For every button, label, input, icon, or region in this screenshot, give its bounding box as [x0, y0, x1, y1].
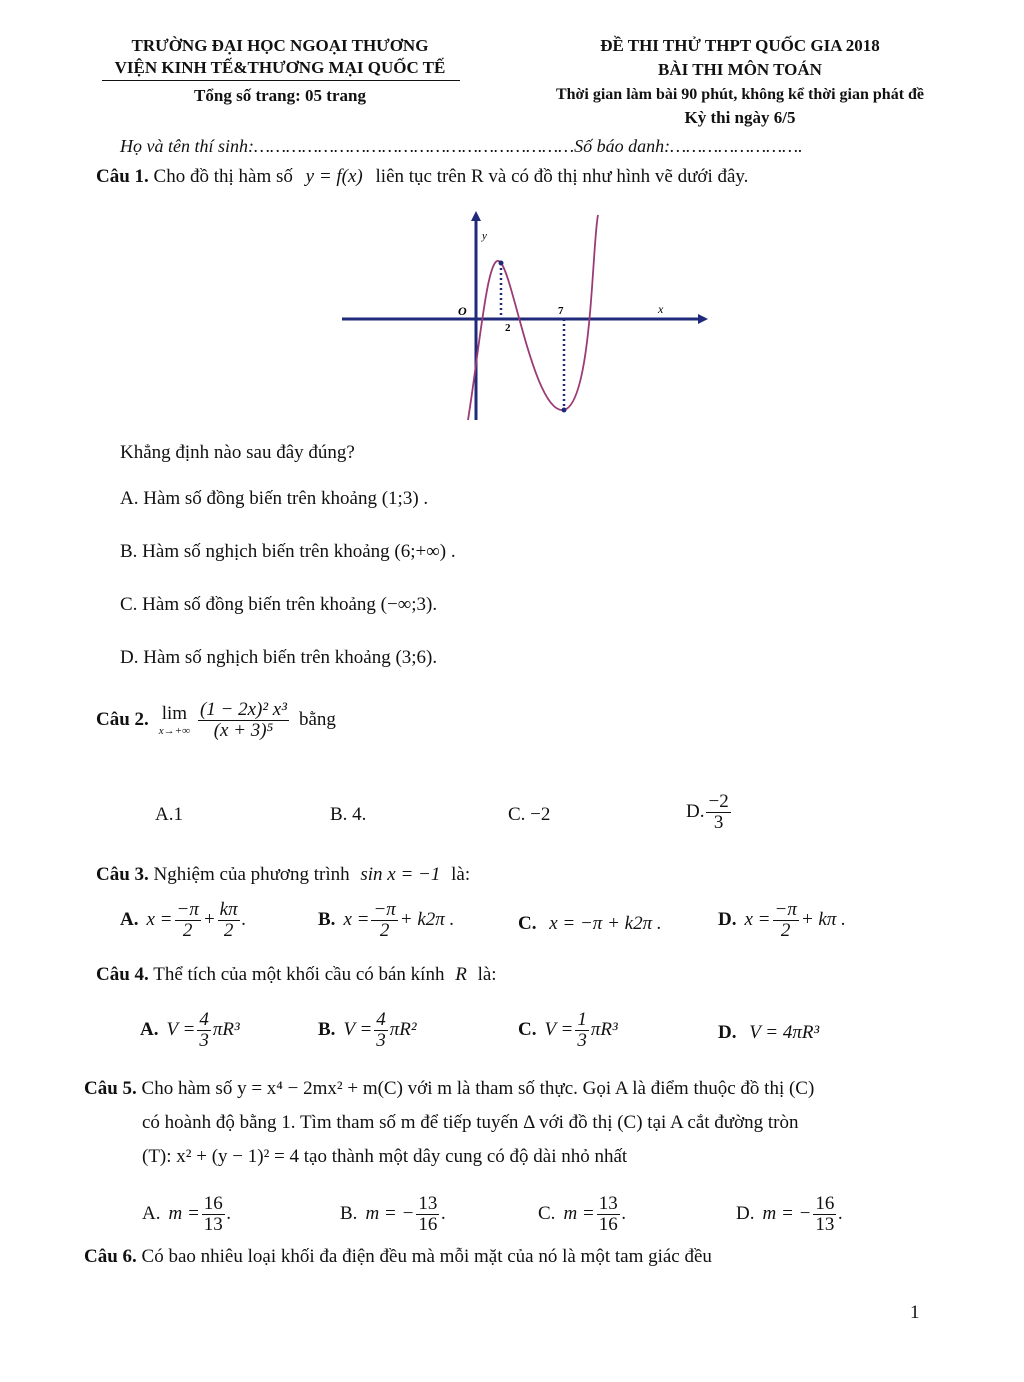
question-1 — [96, 166, 748, 188]
option-label: D. — [718, 1022, 737, 1043]
option-fraction — [197, 1010, 211, 1051]
fraction-denominator: (x + 3)⁵ — [213, 719, 274, 741]
lim-text: lim — [161, 703, 188, 725]
option-suffix: + k2π . — [399, 909, 455, 931]
option-label: C. — [518, 1019, 537, 1041]
student-info-line: Họ và tên thí sinh:……………………………………………………Số báo danh:……………………. — [120, 136, 803, 156]
option-prefix: x = — [146, 909, 173, 931]
limit-fraction — [198, 700, 289, 741]
question-2 — [96, 700, 336, 741]
option-label: C. — [538, 1203, 556, 1225]
q3-option-b[interactable] — [318, 900, 454, 941]
exam-time: Thời gian làm bài 90 phút, không kể thời gian phát đề — [555, 86, 925, 103]
q1-option-b[interactable]: B. Hàm số nghịch biến trên khoảng (6;+∞) . — [120, 541, 456, 562]
option-fraction — [597, 1194, 620, 1235]
function-expr: y = f(x) — [305, 166, 363, 187]
limit-operator — [159, 703, 190, 737]
option-prefix: m = — [563, 1203, 595, 1225]
fraction-numerator: −2 — [708, 791, 729, 812]
equation: sin x = −1 — [360, 864, 441, 885]
option-label: D. — [718, 909, 737, 931]
q2-option-d[interactable] — [686, 792, 733, 833]
option-suffix: + kπ . — [800, 909, 846, 931]
page-count: Tổng số trang: 05 trang — [194, 86, 366, 105]
radius-var: R — [455, 964, 467, 985]
option-label: B. — [340, 1203, 358, 1225]
min-point — [562, 408, 567, 413]
question-label: Câu 6. — [84, 1246, 137, 1267]
fraction-numerator: 16 — [203, 1193, 223, 1214]
fraction-numerator: 1 — [577, 1009, 587, 1030]
option-fraction — [202, 1194, 225, 1235]
fraction-denominator: 2 — [379, 919, 390, 941]
q1-option-c[interactable]: C. Hàm số đồng biến trên khoảng (−∞;3). — [120, 594, 438, 615]
option-label: B. — [318, 1019, 336, 1041]
fraction-denominator: 16 — [598, 1213, 618, 1235]
fraction-numerator: −π — [774, 899, 797, 920]
question-text: Cho đồ thị hàm số — [153, 166, 293, 187]
option-dot: . — [838, 1203, 844, 1225]
fraction-numerator: 4 — [199, 1009, 209, 1030]
fraction-denominator: 13 — [815, 1213, 835, 1235]
q5-option-b[interactable] — [340, 1194, 446, 1235]
fraction-numerator: 13 — [418, 1193, 438, 1214]
fraction-denominator: 3 — [199, 1029, 209, 1051]
option-prefix: V = — [544, 1019, 574, 1041]
question-tail: là: — [477, 964, 497, 985]
q4-option-b[interactable] — [318, 1010, 417, 1051]
header-divider — [102, 80, 460, 81]
fraction-numerator: 16 — [815, 1193, 835, 1214]
q5-option-d[interactable] — [736, 1194, 843, 1235]
q5-option-a[interactable] — [142, 1194, 232, 1235]
option-label: B. — [318, 909, 336, 931]
question-text-tail: liên tục trên R và có đồ thị như hình vẽ dưới đây. — [375, 166, 749, 187]
question-line-1: Cho hàm số y = x⁴ − 2mx² + m(C) với m là tham số thực. Gọi A là điểm thuộc đồ thị (C) — [141, 1078, 815, 1099]
option-fraction — [773, 900, 799, 941]
option-fraction — [371, 900, 397, 941]
option-prefix: V = — [166, 1019, 196, 1041]
option-prefix: x = — [343, 909, 370, 931]
fraction-denominator: 2 — [780, 919, 791, 941]
lim-subscript: x→+∞ — [158, 725, 190, 738]
option-suffix: πR³ — [212, 1019, 240, 1041]
question-6 — [84, 1246, 712, 1268]
question-1-prompt: Khẳng định nào sau đây đúng? — [120, 442, 355, 463]
max-point — [499, 261, 504, 266]
question-label: Câu 5. — [84, 1078, 137, 1099]
question-label: Câu 4. — [96, 964, 149, 985]
fraction-denominator: 2 — [182, 919, 193, 941]
q3-option-c[interactable] — [518, 913, 662, 935]
question-label: Câu 3. — [96, 864, 149, 885]
q2-option-b[interactable]: B. 4. — [330, 804, 367, 825]
option-fraction — [416, 1194, 439, 1235]
option-label: A. — [120, 909, 139, 931]
page-number: 1 — [910, 1302, 920, 1323]
option-prefix: m = − — [762, 1203, 812, 1225]
fraction-numerator: −π — [176, 899, 199, 920]
option-prefix: m = − — [365, 1203, 415, 1225]
exam-subject: BÀI THI MÔN TOÁN — [658, 60, 822, 79]
q2-option-c[interactable]: C. −2 — [508, 804, 551, 825]
q3-option-d[interactable] — [718, 900, 846, 941]
option-fraction — [575, 1010, 589, 1051]
exam-title: ĐỀ THI THỬ THPT QUỐC GIA 2018 — [600, 36, 880, 55]
q2-option-a[interactable]: A.1 — [155, 804, 183, 825]
question-3 — [96, 864, 470, 886]
question-label: Câu 2. — [96, 709, 149, 731]
fraction-denominator: 16 — [418, 1213, 438, 1235]
option-end: . — [241, 909, 247, 931]
option-fraction-1 — [175, 900, 201, 941]
y-axis-arrow-icon — [471, 211, 481, 221]
fraction-numerator: 13 — [598, 1193, 618, 1214]
q4-option-c[interactable] — [518, 1010, 618, 1051]
fraction-denominator: 3 — [376, 1029, 386, 1051]
fraction-numerator: 4 — [376, 1009, 386, 1030]
x-axis-label: x — [658, 302, 664, 316]
option-suffix: πR² — [389, 1019, 417, 1041]
question-text: Nghiệm của phương trình — [153, 864, 350, 885]
option-suffix: πR³ — [590, 1019, 618, 1041]
tick-label-2: 2 — [505, 322, 511, 334]
fraction-denominator: 13 — [203, 1213, 223, 1235]
option-dot: . — [226, 1203, 232, 1225]
institute-name: VIỆN KINH TẾ&THƯƠNG MẠI QUỐC TẾ — [114, 58, 446, 77]
option-label: C. — [518, 913, 537, 934]
school-name: TRƯỜNG ĐẠI HỌC NGOẠI THƯƠNG — [131, 36, 429, 55]
fraction-numerator: −π — [373, 899, 396, 920]
question-5 — [84, 1078, 814, 1100]
fraction-numerator: (1 − 2x)² x³ — [199, 699, 287, 720]
fraction-numerator: kπ — [219, 899, 238, 920]
origin-label: O — [458, 304, 467, 318]
option-label: A. — [142, 1203, 161, 1225]
q1-option-a[interactable]: A. Hàm số đồng biến trên khoảng (1;3) . — [120, 488, 429, 509]
q1-option-d[interactable]: D. Hàm số nghịch biến trên khoảng (3;6). — [120, 647, 438, 668]
option-prefix: V = — [343, 1019, 373, 1041]
q3-option-a[interactable] — [120, 900, 246, 941]
option-fraction-2 — [218, 900, 240, 941]
question-tail: là: — [451, 864, 471, 885]
y-axis-label: y — [482, 230, 487, 242]
question-text: Có bao nhiêu loại khối đa điện đều mà mỗi mặt của nó là một tam giác đều — [141, 1246, 712, 1267]
question-tail: bằng — [298, 709, 336, 731]
option-dot: . — [441, 1203, 447, 1225]
option-fraction — [706, 792, 730, 833]
q4-option-a[interactable] — [140, 1010, 240, 1051]
tick-label-7: 7 — [558, 305, 564, 317]
question-label: Câu 1. — [96, 166, 149, 187]
option-text: V = 4πR³ — [749, 1022, 820, 1043]
q5-option-c[interactable] — [538, 1194, 626, 1235]
question-5-line-3: (T): x² + (y − 1)² = 4 tạo thành một dây cung có độ dài nhỏ nhất — [142, 1146, 628, 1167]
function-graph — [330, 205, 710, 430]
option-dot: . — [621, 1203, 627, 1225]
q4-option-d[interactable] — [718, 1022, 819, 1044]
fraction-denominator: 2 — [223, 919, 234, 941]
question-4 — [96, 964, 497, 986]
option-label: D. — [736, 1203, 755, 1225]
question-text: Thể tích của một khối cầu có bán kính — [153, 964, 445, 985]
plus-sign: + — [202, 909, 216, 931]
question-5-line-2: có hoành độ bằng 1. Tìm tham số m để tiếp tuyến Δ với đồ thị (C) tại A cắt đường tròn — [142, 1112, 799, 1133]
option-prefix: x = — [744, 909, 771, 931]
option-label: D. — [686, 801, 705, 823]
exam-date: Kỳ thi ngày 6/5 — [684, 108, 796, 127]
fraction-denominator: 3 — [577, 1029, 587, 1051]
option-label: A. — [140, 1019, 159, 1041]
option-fraction — [374, 1010, 388, 1051]
option-prefix: m = — [168, 1203, 200, 1225]
x-axis-arrow-icon — [698, 314, 708, 324]
fraction-denominator: 3 — [713, 811, 724, 833]
option-fraction — [813, 1194, 836, 1235]
option-text: x = −π + k2π . — [549, 913, 662, 934]
